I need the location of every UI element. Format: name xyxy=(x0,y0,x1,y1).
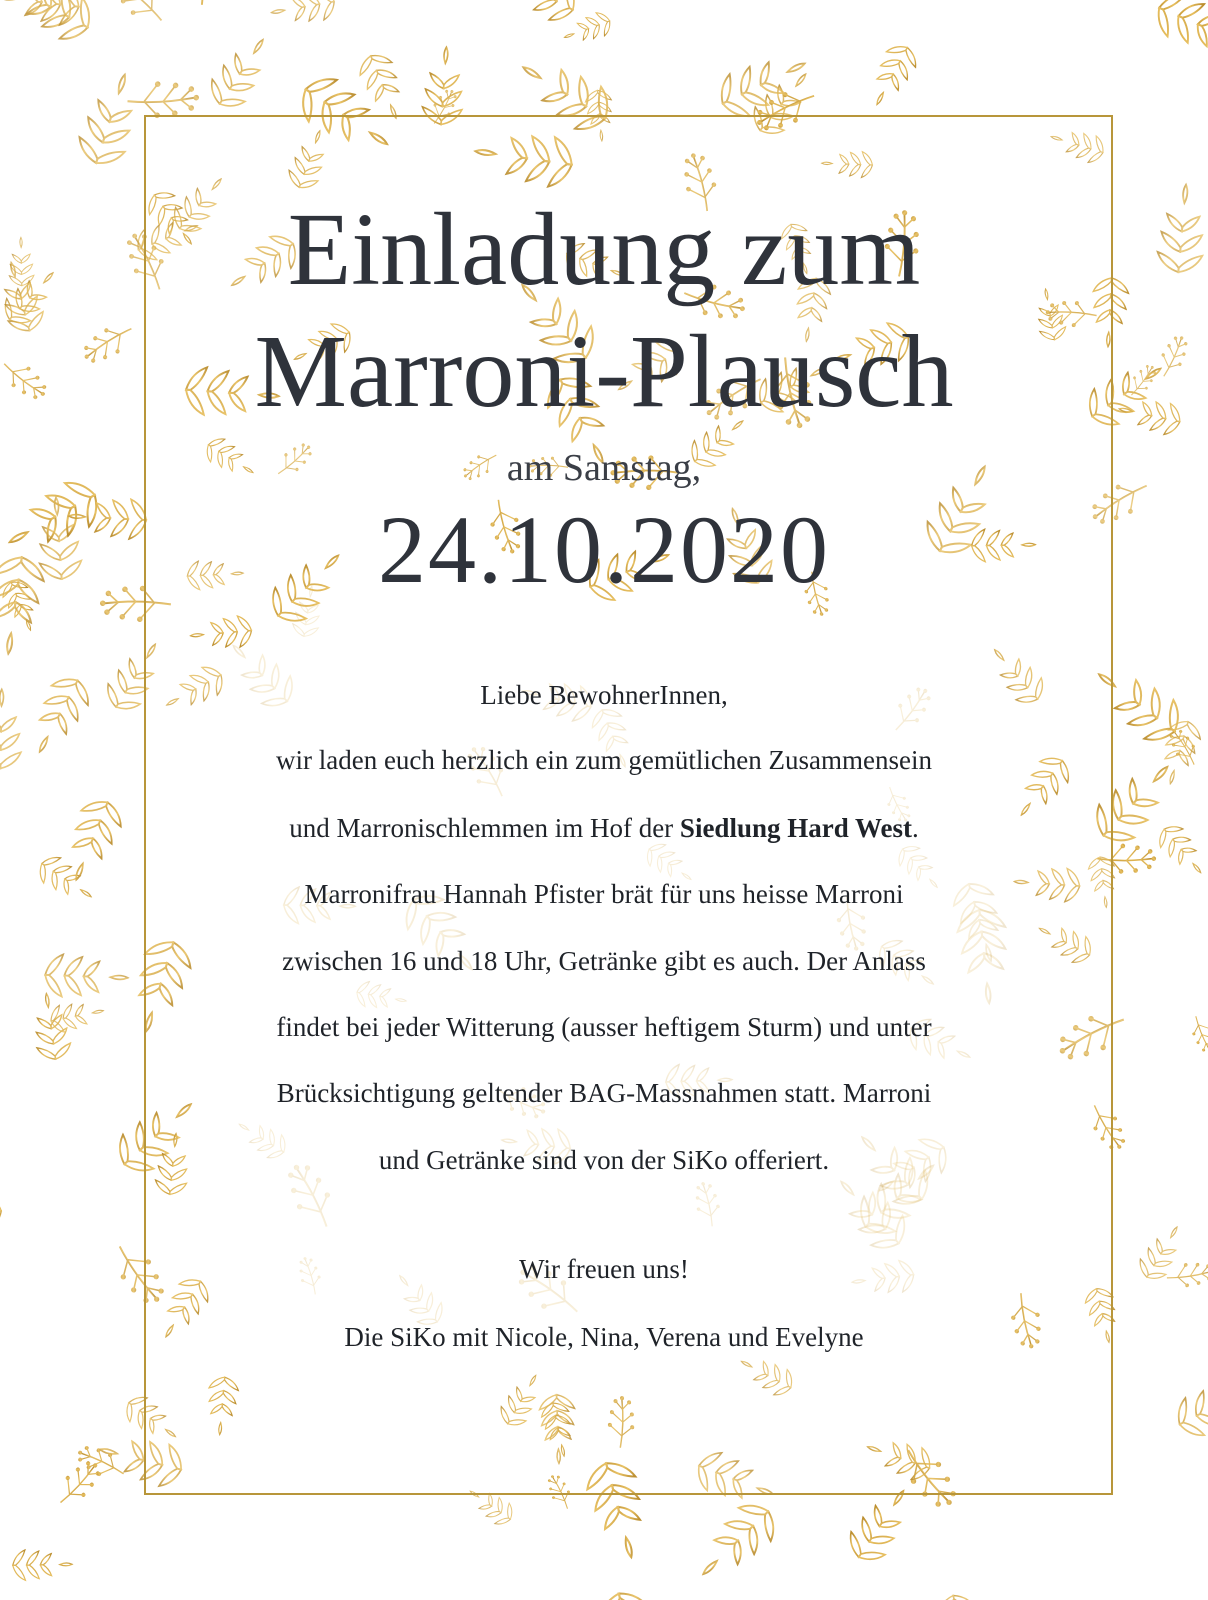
body-line-5: findet bei jeder Witterung (ausser heftigem Sturm) und unter xyxy=(276,1012,932,1042)
leaf-branch-icon xyxy=(4,1549,72,1581)
leaf-branch-icon xyxy=(73,1440,130,1485)
body-line-2-pre: und Marronischlemmen im Hof der xyxy=(289,813,680,843)
signature: Die SiKo mit Nicole, Nina, Verena und Evelyne xyxy=(344,1322,864,1352)
leaf-branch-icon xyxy=(70,67,148,182)
leaf-branch-icon xyxy=(1160,1369,1208,1449)
closing: Wir freuen uns! xyxy=(519,1254,689,1284)
leaf-branch-icon xyxy=(1139,0,1208,64)
body-line-2-post: . xyxy=(911,813,919,843)
body-line-4: zwischen 16 und 18 Uhr, Getränke gibt es auch. Der Anlass xyxy=(282,946,926,976)
body-line-7: und Getränke sind von der SiKo offeriert. xyxy=(378,1145,830,1175)
leaf-branch-icon xyxy=(269,0,346,29)
body-line-2 xyxy=(0,813,1208,844)
location-name: Siedlung Hard West xyxy=(679,813,912,843)
title-line-2: Marroni-Plausch xyxy=(254,314,954,429)
leaf-branch-icon xyxy=(0,1194,12,1233)
body-line-3: Marronifrau Hannah Pfister brät für uns heisse Marroni xyxy=(304,879,904,909)
leaf-branch-icon xyxy=(351,41,411,125)
body-line-6: Brücksichtigung geltender BAG-Massnahmen statt. Marroni xyxy=(276,1078,932,1108)
leaf-branch-icon xyxy=(127,79,200,119)
leaf-branch-icon xyxy=(494,0,592,33)
leaf-branch-icon xyxy=(182,0,219,5)
leaf-branch-icon xyxy=(934,1582,985,1600)
leaf-branch-icon xyxy=(0,0,110,54)
greeting: Liebe BewohnerInnen, xyxy=(480,680,728,710)
title-line-1: Einladung zum xyxy=(287,192,921,307)
leaf-branch-icon xyxy=(862,32,926,112)
subtitle: am Samstag, xyxy=(506,447,702,489)
leaf-branch-icon xyxy=(592,1574,667,1600)
body-line-1: wir laden euch herzlich ein zum gemütlichen Zusammensein xyxy=(275,745,932,775)
leaf-branch-icon xyxy=(197,29,279,124)
leaf-branch-icon xyxy=(687,1486,793,1591)
event-date: 24.10.2020 xyxy=(378,496,830,603)
leaf-branch-icon xyxy=(106,0,172,32)
